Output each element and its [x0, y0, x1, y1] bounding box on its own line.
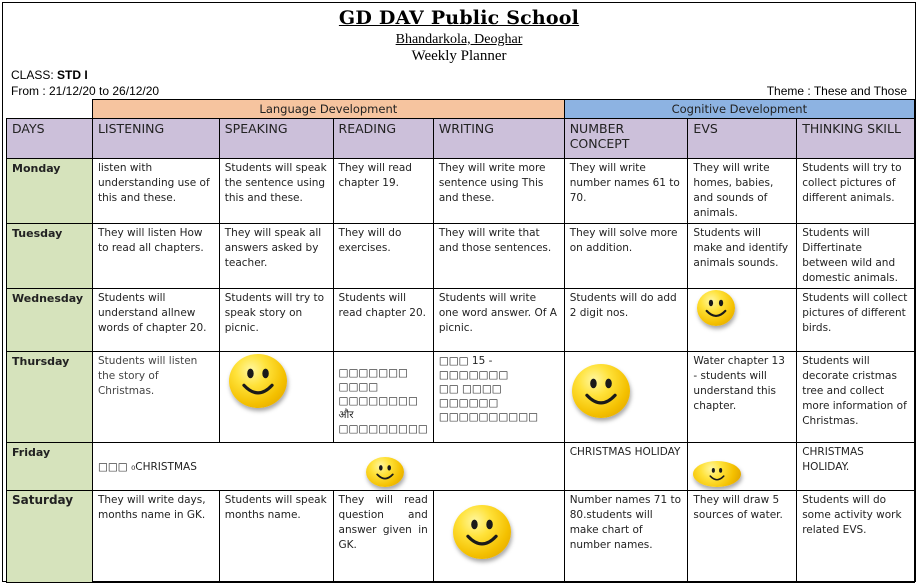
row-thursday [7, 352, 915, 443]
smiley-icon [697, 290, 735, 326]
cell-evs: They will draw 5 sources of water. [688, 491, 797, 583]
planner-table [6, 99, 915, 583]
col-header-reading: READING [333, 119, 433, 159]
cell-listening: They will listen How to read all chapters. [92, 224, 219, 289]
day-thursday: Thursday [7, 352, 93, 443]
cell-thinking-skill: Students will decorate cristmas tree and collect more information of Christmas. [797, 352, 915, 443]
smiley-icon [366, 457, 404, 487]
cell-listening: listen with understanding use of this and these. [92, 159, 219, 224]
smiley-icon [229, 354, 287, 408]
row-wednesday [7, 289, 915, 352]
cell-reading: They will read question and answer given in GK. [333, 491, 433, 583]
smiley-icon [693, 461, 741, 487]
day-wednesday: Wednesday [7, 289, 93, 352]
cell-writing: Students will write one word answer. Of A picnic. [433, 289, 564, 352]
cell-speaking: Students will try to speak story on picnic. [219, 289, 333, 352]
col-header-speaking: SPEAKING [219, 119, 333, 159]
cell-evs [688, 289, 797, 352]
school-location: Bhandarkola, Deoghar [395, 32, 523, 47]
cell-writing: They will write that and those sentences. [433, 224, 564, 289]
date-range: From : 21/12/20 to 26/12/20 [11, 84, 160, 98]
row-tuesday [7, 224, 915, 289]
col-header-writing: WRITING [433, 119, 564, 159]
cognitive-development-header: Cognitive Development [564, 100, 914, 119]
reading-line: □□□□ [338, 381, 379, 393]
class-value: STD I [57, 68, 88, 82]
cell-reading: Students will read chapter 20. [333, 289, 433, 352]
reading-line: □□□□□□□ [338, 367, 408, 379]
smiley-face-icon [366, 457, 404, 487]
cell-evs: They will write homes, babies, and sounds of animals. [688, 159, 797, 224]
smiley-icon [453, 505, 511, 559]
language-development-header: Language Development [92, 100, 564, 119]
cell-thinking-skill: Students will try to collect pictures of different animals. [797, 159, 915, 224]
cell-number-concept: Students will do add 2 digit nos. [564, 289, 688, 352]
group-header-row [7, 100, 915, 119]
planner-title: Weekly Planner [411, 48, 507, 64]
day-monday: Monday [7, 159, 93, 224]
column-header-row [7, 119, 915, 159]
writing-line: □□□□□□ [438, 397, 499, 409]
writing-line: □□□ 15 - □□□□□□□ [438, 355, 509, 381]
cell-evs: Water chapter 13 - students will understand this chapter. [688, 352, 797, 443]
cell-writing [433, 491, 564, 583]
school-name: GD DAV Public School [338, 7, 580, 29]
cell-number-concept: CHRISTMAS HOLIDAY [564, 443, 688, 491]
class-info [11, 68, 88, 82]
cell-number-concept: They will write number names 61 to 70. [564, 159, 688, 224]
writing-line: □□ □□□□ [438, 383, 502, 395]
group-header-blank [7, 100, 93, 119]
theme: Theme : These and Those [766, 84, 907, 98]
row-saturday [7, 491, 915, 583]
cell-reading-writing [333, 443, 564, 491]
reading-line: □□□□□□□□□ [338, 423, 428, 435]
cell-evs [688, 443, 797, 491]
cell-thinking-skill: CHRISTMAS HOLIDAY. [797, 443, 915, 491]
smiley-face-icon [453, 505, 511, 559]
class-label: CLASS: [11, 68, 58, 82]
cell-speaking: They will speak all answers asked by teacher. [219, 224, 333, 289]
day-saturday: Saturday [7, 491, 93, 583]
smiley-face-icon [697, 290, 735, 326]
cell-writing: They will write more sentence using This and these. [433, 159, 564, 224]
cell-evs: Students will make and identify animals sounds. [688, 224, 797, 289]
reading-line: □□□□□□□□ [338, 395, 418, 407]
col-header-listening: LISTENING [92, 119, 219, 159]
row-monday [7, 159, 915, 224]
col-header-evs: EVS [688, 119, 797, 159]
cell-speaking: Students will speak months name. [219, 491, 333, 583]
cell-reading [333, 352, 433, 443]
cell-speaking [219, 352, 333, 443]
cell-listening: Students will understand allnew words of chapter 20. [92, 289, 219, 352]
cell-thinking-skill: Students will Differtinate between wild and domestic animals. [797, 224, 915, 289]
cell-writing [433, 352, 564, 443]
cell-number-concept [564, 352, 688, 443]
cell-number-concept: They will solve more on addition. [564, 224, 688, 289]
writing-line: □□□□□□□□□□ [438, 411, 539, 423]
reading-line: और [338, 409, 354, 421]
day-tuesday: Tuesday [7, 224, 93, 289]
cell-thinking-skill: Students will collect pictures of different birds. [797, 289, 915, 352]
cell-reading: They will read chapter 19. [333, 159, 433, 224]
col-header-thinking-skill: THINKING SKILL [797, 119, 915, 159]
smiley-face-icon [693, 461, 741, 487]
smiley-face-icon [572, 364, 630, 418]
row-friday [7, 443, 915, 491]
cell-thinking-skill: Students will do some activity work related EVS. [797, 491, 915, 583]
col-header-number-concept: NUMBER CONCEPT [564, 119, 688, 159]
cell-listening: Students will listen the story of Christmas. [92, 352, 219, 443]
smiley-face-icon [229, 354, 287, 408]
cell-number-concept: Number names 71 to 80.students will make chart of number names. [564, 491, 688, 583]
smiley-icon [572, 364, 630, 418]
cell-speaking: Students will speak the sentence using this and these. [219, 159, 333, 224]
cell-language-merged: □□□ ₀CHRISTMAS [92, 443, 333, 491]
col-header-days: DAYS [7, 119, 93, 159]
day-friday: Friday [7, 443, 93, 491]
cell-reading: They will do exercises. [333, 224, 433, 289]
cell-listening: They will write days, months name in GK. [92, 491, 219, 583]
weekly-planner-page [2, 2, 916, 582]
